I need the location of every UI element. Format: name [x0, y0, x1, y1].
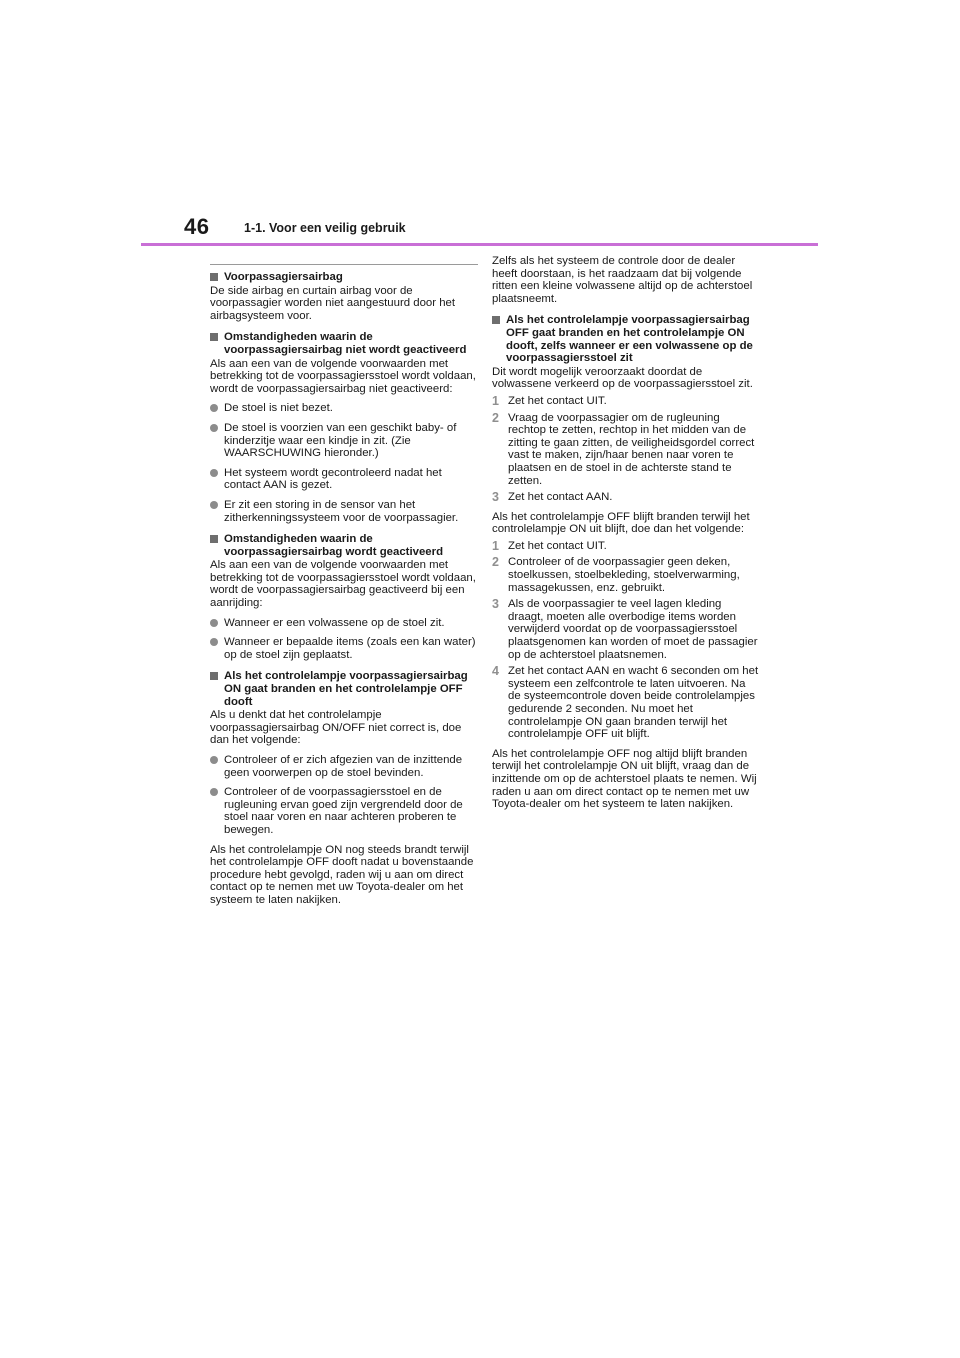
step-text: Zet het contact UIT.	[508, 539, 607, 552]
step-number: 2	[492, 555, 499, 570]
section-title-text: Omstandigheden waarin de voorpassagiersairbag wordt geactiveerd	[224, 533, 444, 558]
step-item	[492, 395, 760, 408]
section-title	[210, 670, 478, 708]
list-item	[210, 786, 478, 836]
paragraph: Als het controlelampje OFF nog altijd blijft branden terwijl het controlelampje ON uit blijft, vraag dan de inzittende om op de achterstoel plaats te nemen. Wij raden u aan om direct contact op te nemen met uw Toyota-dealer om het systeem te laten nakijken.	[492, 747, 757, 811]
paragraph: Als het controlelampje ON nog steeds brandt terwijl het controlelampje OFF dooft nadat u bovenstaande procedure hebt gevolgd, raden wij u aan om direct contact op te nemen met uw Toyota-dealer om het systeem te laten nakijken.	[210, 843, 474, 906]
list-item-text: Het systeem wordt gecontroleerd nadat het contact AAN is gezet.	[224, 466, 442, 492]
square-bullet-icon	[210, 672, 218, 680]
step-text: Zet het contact UIT.	[508, 394, 607, 407]
list-item	[210, 754, 478, 779]
step-item	[492, 412, 760, 488]
list-item-text: De stoel is voorzien van een geschikt baby- of kinderzitje waar een kindje in zit. (Zie WAARSCHUWING hieronder.)	[224, 421, 457, 460]
step-item	[492, 540, 760, 553]
paragraph: Als aan een van de volgende voorwaarden met betrekking tot de voorpassagiersstoel wordt voldaan, wordt de voorpassagiersairbag geactiveerd bij een aanrijding:	[210, 559, 476, 610]
page-number: 46	[184, 214, 210, 239]
section-title-text: Voorpassagiersairbag	[224, 271, 343, 283]
bullet-dot-icon	[210, 501, 218, 509]
step-text: Zet het contact AAN en wacht 6 seconden om het systeem een zelfcontrole te laten uitvoeren. Na de systeemcontrole doven beide controlelampjes gedurende 2 seconden. Nu moet het controlelampje ON gaan branden terwijl het controlelampje OFF uit blijft.	[508, 665, 759, 741]
list-item	[210, 402, 478, 415]
bullet-dot-icon	[210, 404, 218, 412]
bullet-dot-icon	[210, 638, 218, 646]
section-title	[492, 314, 760, 364]
section-title-text: Als het controlelampje voorpassagiersairbag OFF gaat branden en het controlelampje ON dooft, zelfs wanneer er een volwassene op de voorpassagiersstoel zit	[506, 314, 753, 365]
paragraph: Als aan een van de volgende voorwaarden met betrekking tot de voorpassagiersstoel wordt voldaan, wordt de voorpassagiersairbag niet geactiveerd:	[210, 357, 476, 395]
step-number: 3	[492, 490, 499, 505]
paragraph: Als u denkt dat het controlelampje voorpassagiersairbag ON/OFF niet correct is, doe dan het volgende:	[210, 709, 462, 747]
paragraph: Zelfs als het systeem de controle door de dealer heeft doorstaan, is het raadzaam dat bij volgende ritten een kleine volwassene altijd op de achterstoel plaatsneemt.	[492, 255, 753, 305]
list-item	[210, 467, 478, 492]
list-item-text: Er zit een storing in de sensor van het zitherkenningssysteem voor de voorpassagier.	[224, 498, 459, 524]
section-title	[210, 331, 478, 356]
header-rule	[141, 243, 818, 246]
list-item-text: Controleer of er zich afgezien van de inzittende geen voorwerpen op de stoel bevinden.	[224, 754, 463, 779]
right-column	[492, 255, 760, 811]
step-number: 1	[492, 393, 499, 408]
list-item	[210, 499, 478, 524]
section-title-text: Omstandigheden waarin de voorpassagiersairbag niet wordt geactiveerd	[224, 331, 467, 356]
step-item	[492, 491, 760, 504]
step-item	[492, 665, 760, 741]
section-title-text: Als het controlelampje voorpassagiersairbag ON gaat branden en het controlelampje OFF dooft	[224, 670, 468, 708]
bullet-dot-icon	[210, 424, 218, 432]
bullet-dot-icon	[210, 788, 218, 796]
step-text: Zet het contact AAN.	[508, 491, 613, 504]
list-item-text: Controleer of de voorpassagiersstoel en de rugleuning ervan goed zijn vergrendeld door de stoel naar voren en naar achteren proberen te bewegen.	[224, 786, 463, 836]
step-number: 2	[492, 410, 499, 425]
step-text: Controleer of de voorpassagier geen deken, stoelkussen, stoelbekleding, stoelverwarming, massagekussen, enz. gebruikt.	[508, 556, 740, 594]
section-title	[210, 271, 478, 284]
list-item-text: Wanneer er een volwassene op de stoel zit.	[224, 616, 445, 629]
chapter-title: 1-1. Voor een veilig gebruik	[244, 221, 406, 235]
step-text: Als de voorpassagier te veel lagen kleding draagt, moeten alle overbodige items worden verwijderd voordat op de voorpassagiersstoel plaatsgenomen kan worden of moet de passagier op de achterstoel plaatsnemen.	[508, 598, 758, 661]
square-bullet-icon	[210, 333, 218, 341]
list-item	[210, 422, 478, 460]
step-number: 4	[492, 664, 499, 679]
paragraph: De side airbag en curtain airbag voor de voorpassagier worden niet aangestuurd door het airbagsysteem voor.	[210, 284, 456, 322]
bullet-dot-icon	[210, 469, 218, 477]
left-column	[210, 264, 478, 907]
step-number: 1	[492, 538, 499, 553]
square-bullet-icon	[210, 273, 218, 281]
step-number: 3	[492, 597, 499, 612]
square-bullet-icon	[492, 316, 500, 324]
column-top-rule	[210, 264, 478, 265]
bullet-dot-icon	[210, 756, 218, 764]
list-item	[210, 617, 478, 630]
step-item	[492, 556, 760, 594]
list-item-text: Wanneer er bepaalde items (zoals een kan water) op de stoel zijn geplaatst.	[224, 636, 476, 661]
section-title	[210, 533, 478, 558]
paragraph: Dit wordt mogelijk veroorzaakt doordat de volwassene verkeerd op de voorpassagiersstoel zit.	[492, 365, 753, 391]
list-item-text: De stoel is niet bezet.	[224, 402, 333, 415]
list-item	[210, 636, 478, 661]
bullet-dot-icon	[210, 619, 218, 627]
step-text: Vraag de voorpassagier om de rugleuning rechtop te zetten, rechtop in het midden van de zitting te gaan zitten, de veiligheidsgordel correct vast te maken, zijn/haar benen naar voren te plaatsen en de stoel in de achterste stand te zetten.	[508, 411, 755, 487]
square-bullet-icon	[210, 535, 218, 543]
step-item	[492, 598, 760, 661]
paragraph: Als het controlelampje OFF blijft branden terwijl het controlelampje ON uit blijft, doe dan het volgende:	[492, 510, 750, 536]
